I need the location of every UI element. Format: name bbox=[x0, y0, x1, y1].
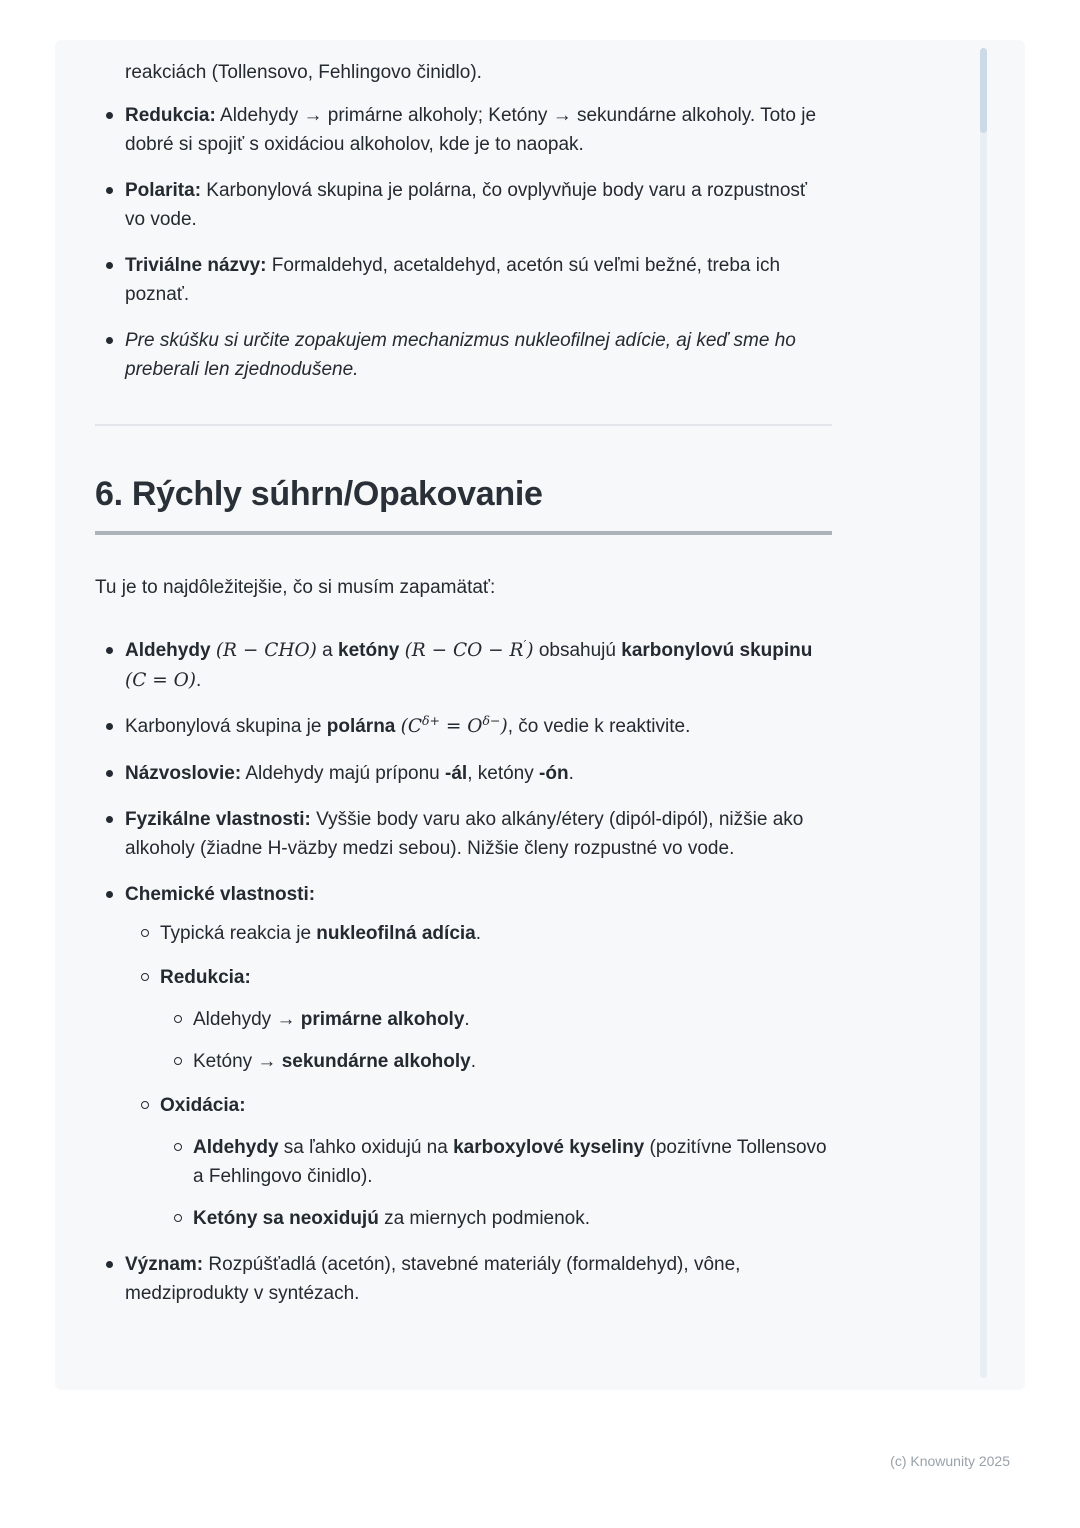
notes-content bbox=[95, 58, 832, 1325]
text-run: . bbox=[568, 763, 574, 785]
list-item-text bbox=[193, 1133, 832, 1191]
list-item bbox=[160, 963, 832, 1076]
text-run: Aldehydy bbox=[125, 640, 211, 662]
list-item bbox=[193, 1005, 832, 1034]
list-item bbox=[125, 176, 832, 234]
text-run: a bbox=[316, 640, 339, 662]
list-item bbox=[125, 759, 832, 788]
list-item-text bbox=[193, 1204, 832, 1233]
list-item bbox=[193, 1047, 832, 1076]
sub-list bbox=[125, 919, 832, 1233]
copyright-text: (c) Knowunity 2025 bbox=[890, 1453, 1010, 1469]
heading-underline bbox=[95, 531, 832, 535]
text-run: Názvoslovie: bbox=[125, 763, 242, 785]
sub-list bbox=[160, 1005, 832, 1076]
text-run: ) bbox=[500, 716, 508, 738]
notes-card bbox=[55, 40, 1025, 1390]
scrollbar-track[interactable] bbox=[980, 48, 987, 1378]
text-run: (C = O) bbox=[125, 670, 197, 692]
list-item-text bbox=[125, 176, 832, 234]
text-run: nukleofilná adícia bbox=[316, 923, 476, 945]
continuation-line: reakciách (Tollensovo, Fehlingovo činidlo). bbox=[125, 62, 482, 83]
list-item-text bbox=[125, 805, 832, 863]
list-item-text bbox=[193, 1005, 832, 1034]
list-item-text bbox=[125, 636, 832, 695]
list-item bbox=[125, 805, 832, 863]
text-run: Aldehydy majú príponu bbox=[241, 763, 446, 785]
text-run: . bbox=[464, 1009, 470, 1031]
text-run: , čo vedie k reaktivite. bbox=[507, 716, 691, 738]
summary-list bbox=[95, 636, 832, 1308]
list-item-text bbox=[193, 1047, 832, 1076]
text-run: Ketóny → bbox=[193, 1051, 282, 1073]
sub-list bbox=[160, 1133, 832, 1233]
list-item-text bbox=[125, 1250, 832, 1308]
text-run: , ketóny bbox=[467, 763, 540, 785]
text-run: Vyššie body varu ako alkány/étery (dipól-dipól), nižšie ako alkoholy (žiadne H-väzby medzi sebou). Nižšie členy rozpustné vo vode. bbox=[125, 809, 804, 860]
text-run: δ+ bbox=[422, 713, 441, 729]
text-run: ′ bbox=[523, 637, 527, 653]
list-item bbox=[125, 880, 832, 1233]
text-run: Typická reakcia je bbox=[160, 923, 317, 945]
text-run: ketóny bbox=[338, 640, 400, 662]
list-item-text bbox=[160, 963, 832, 992]
list-item-text bbox=[125, 880, 832, 909]
text-run: Formaldehyd, acetaldehyd, acetón sú veľmi bežné, treba ich poznať. bbox=[125, 255, 781, 305]
text-run: Rozpúšťadlá (acetón), stavebné materiály (formaldehyd), vône, medziprodukty v syntézach. bbox=[125, 1254, 741, 1305]
text-run: δ− bbox=[482, 713, 501, 729]
list-item bbox=[125, 326, 832, 384]
list-item bbox=[125, 101, 832, 159]
scrollbar-thumb[interactable] bbox=[980, 48, 987, 133]
list-item-text bbox=[125, 712, 832, 742]
text-run: . bbox=[475, 923, 482, 945]
text-run: -ón bbox=[539, 763, 569, 785]
text-run: polárna bbox=[326, 716, 396, 738]
list-item-text bbox=[125, 326, 832, 384]
text-run: Ketóny sa neoxidujú bbox=[193, 1208, 379, 1230]
list-item bbox=[125, 1250, 832, 1308]
list-item bbox=[193, 1133, 832, 1191]
text-run: Karbonylová skupina je bbox=[125, 716, 327, 738]
text-run: Aldehydy → primárne alkoholy; Ketóny → sekundárne alkoholy. Toto je dobré si spojiť s oxidáciou alkoholov, kde je to naopak. bbox=[125, 105, 817, 155]
text-run: Redukcia: bbox=[125, 105, 216, 126]
text-run: Triviálne názvy: bbox=[125, 255, 267, 276]
list-item bbox=[160, 919, 832, 948]
list-item-text bbox=[160, 919, 832, 948]
text-run: Význam: bbox=[125, 1254, 204, 1276]
text-run: = O bbox=[440, 716, 483, 738]
text-run: -ál bbox=[445, 763, 468, 785]
text-run: ) bbox=[526, 640, 534, 662]
intro-paragraph: Tu je to najdôležitejšie, čo si musím zapamätať: bbox=[95, 577, 496, 599]
section-heading: 6. Rýchly súhrn/Opakovanie bbox=[95, 475, 543, 513]
text-run: Chemické vlastnosti: bbox=[125, 884, 316, 906]
text-run: Aldehydy → bbox=[193, 1009, 301, 1031]
text-run: (C bbox=[400, 716, 423, 738]
list-item-text bbox=[125, 759, 832, 788]
list-item-text bbox=[160, 1091, 832, 1120]
text-run: Aldehydy bbox=[193, 1137, 279, 1159]
text-run: sa ľahko oxidujú na bbox=[278, 1137, 454, 1159]
text-run: Fyzikálne vlastnosti: bbox=[125, 809, 311, 831]
list-item-text bbox=[125, 251, 832, 309]
text-run: Redukcia: bbox=[160, 967, 251, 989]
text-run: obsahujú bbox=[533, 640, 622, 662]
text-run: (pozitívne Tollensovo a Fehlingovo činidlo). bbox=[193, 1137, 827, 1188]
text-run: (R − CO − R bbox=[404, 640, 524, 662]
text-run: sekundárne alkoholy bbox=[281, 1051, 471, 1073]
text-run: Karbonylová skupina je polárna, čo ovplyvňuje body varu a rozpustnosť vo vode. bbox=[125, 180, 808, 230]
list-item-text bbox=[125, 101, 832, 159]
list-item bbox=[193, 1204, 832, 1233]
section-divider bbox=[95, 424, 832, 426]
list-item bbox=[125, 251, 832, 309]
text-run: (R − CHO) bbox=[215, 640, 317, 662]
text-run: za miernych podmienok. bbox=[378, 1208, 591, 1230]
text-run: . bbox=[196, 670, 202, 692]
text-run: karboxylové kyseliny bbox=[453, 1137, 645, 1159]
notes-list bbox=[95, 101, 832, 384]
text-run: primárne alkoholy bbox=[300, 1009, 465, 1031]
text-run: Pre skúšku si určite zopakujem mechanizmus nukleofilnej adície, aj keď sme ho preberali len zjednodušene. bbox=[125, 330, 796, 380]
text-run: karbonylovú skupinu bbox=[621, 640, 813, 662]
text-run: Oxidácia: bbox=[160, 1095, 246, 1117]
list-item bbox=[125, 636, 832, 695]
list-item bbox=[125, 712, 832, 742]
text-run: . bbox=[470, 1051, 477, 1073]
list-item bbox=[160, 1091, 832, 1233]
text-run: Polarita: bbox=[125, 180, 202, 201]
